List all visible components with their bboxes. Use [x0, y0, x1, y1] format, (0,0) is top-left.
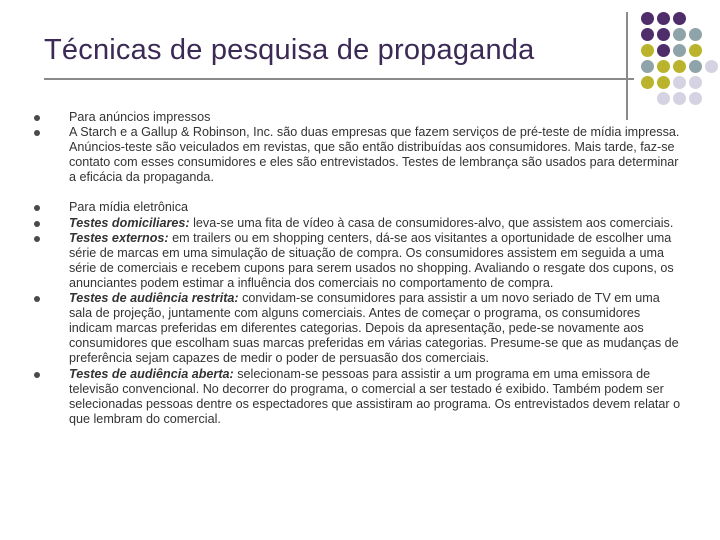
decor-dot: [657, 44, 670, 57]
decor-dot: [689, 28, 702, 41]
section-heading-text: Para mídia eletrônica: [69, 200, 189, 215]
item-text: selecionam-se pessoas para assistir a um programa em uma emissora de televisão convencional. No decorrer do programa, o comercial a ser testado é exibido. Também podem ser selecionadas pessoas dentre os espectadores que assistiram ao programa. Os entrevistados devem relatar o que lembram do comercial.: [69, 366, 681, 426]
decor-dot: [689, 92, 702, 105]
decor-dot: [657, 92, 670, 105]
decor-dot: [657, 60, 670, 73]
section-heading-print: [34, 110, 684, 125]
decor-dot: [673, 60, 686, 73]
list-item: [34, 291, 684, 366]
bullet-icon: [34, 115, 40, 121]
decor-dot: [689, 44, 702, 57]
decor-dot: [673, 28, 686, 41]
decor-dot: [673, 92, 686, 105]
decor-dot: [705, 60, 718, 73]
list-item: [34, 125, 684, 185]
bullet-icon: [34, 296, 40, 302]
decor-vertical-line: [626, 12, 628, 120]
decor-dot: [641, 44, 654, 57]
item-lead: Testes externos:: [69, 230, 169, 245]
item-text: convidam-se consumidores para assistir a um novo seriado de TV em uma sala de projeção, juntamente com alguns comerciais. Antes de começar o programa, os consumidores indicam marcas preferidas em diferentes categorias. Depois da apresentação, pede-se novamente aos consumidores que escolham suas marcas preferidas em várias categorias. Presume-se que as mudanças de preferência sejam capazes de medir o poder de persuasão dos comerciais.: [69, 291, 679, 366]
section-heading-electronic: [34, 200, 684, 215]
item-lead: Testes de audiência aberta:: [69, 366, 234, 381]
decor-dot: [689, 76, 702, 89]
bullet-icon: [34, 221, 40, 227]
item-lead: Testes de audiência restrita:: [69, 291, 239, 306]
bullet-icon: [34, 205, 40, 211]
decor-dot: [673, 76, 686, 89]
decor-dot: [673, 12, 686, 25]
item-text: leva-se uma fita de vídeo à casa de consumidores-alvo, que assistem aos comerciais.: [189, 215, 674, 230]
decor-dot: [657, 28, 670, 41]
list-item: [34, 216, 684, 231]
list-item: [34, 367, 684, 427]
bullet-icon: [34, 372, 40, 378]
decor-dot: [641, 28, 654, 41]
decor-dot: [657, 12, 670, 25]
decor-dot: [641, 12, 654, 25]
slide-title: Técnicas de pesquisa de propaganda: [44, 34, 535, 66]
decor-dot-grid: [641, 12, 720, 108]
slide-content: [34, 110, 684, 427]
decor-dot: [641, 60, 654, 73]
decor-dot: [673, 44, 686, 57]
decor-dot: [657, 76, 670, 89]
item-text: em trailers ou em shopping centers, dá-se aos visitantes a oportunidade de escolher uma série de marcas em uma simulação de situação de compra. Os consumidores assistem em seguida a uma série de comerciais e recebem cupons para serem usados no shopping. Avaliando o resgate dos cupons, os anunciantes podem estimar a influência dos comerciais no comportamento de compra.: [69, 230, 674, 290]
list-item: [34, 231, 684, 291]
bullet-icon: [34, 236, 40, 242]
bullet-icon: [34, 130, 40, 136]
decor-dot: [689, 60, 702, 73]
decor-horizontal-line: [44, 78, 634, 80]
decor-dot: [641, 76, 654, 89]
section-heading-text: Para anúncios impressos: [69, 110, 211, 124]
item-text: A Starch e a Gallup & Robinson, Inc. são duas empresas que fazem serviços de pré-teste de mídia impressa. Anúncios-teste são veiculados em revistas, que são então distribuídas aos consumidores. Mais tarde, faz-se contato com esses consumidores e eles são entrevistados. Testes de lembrança são usados para determinar a eficácia da propaganda.: [69, 125, 680, 185]
item-lead: Testes domiciliares:: [69, 215, 190, 230]
